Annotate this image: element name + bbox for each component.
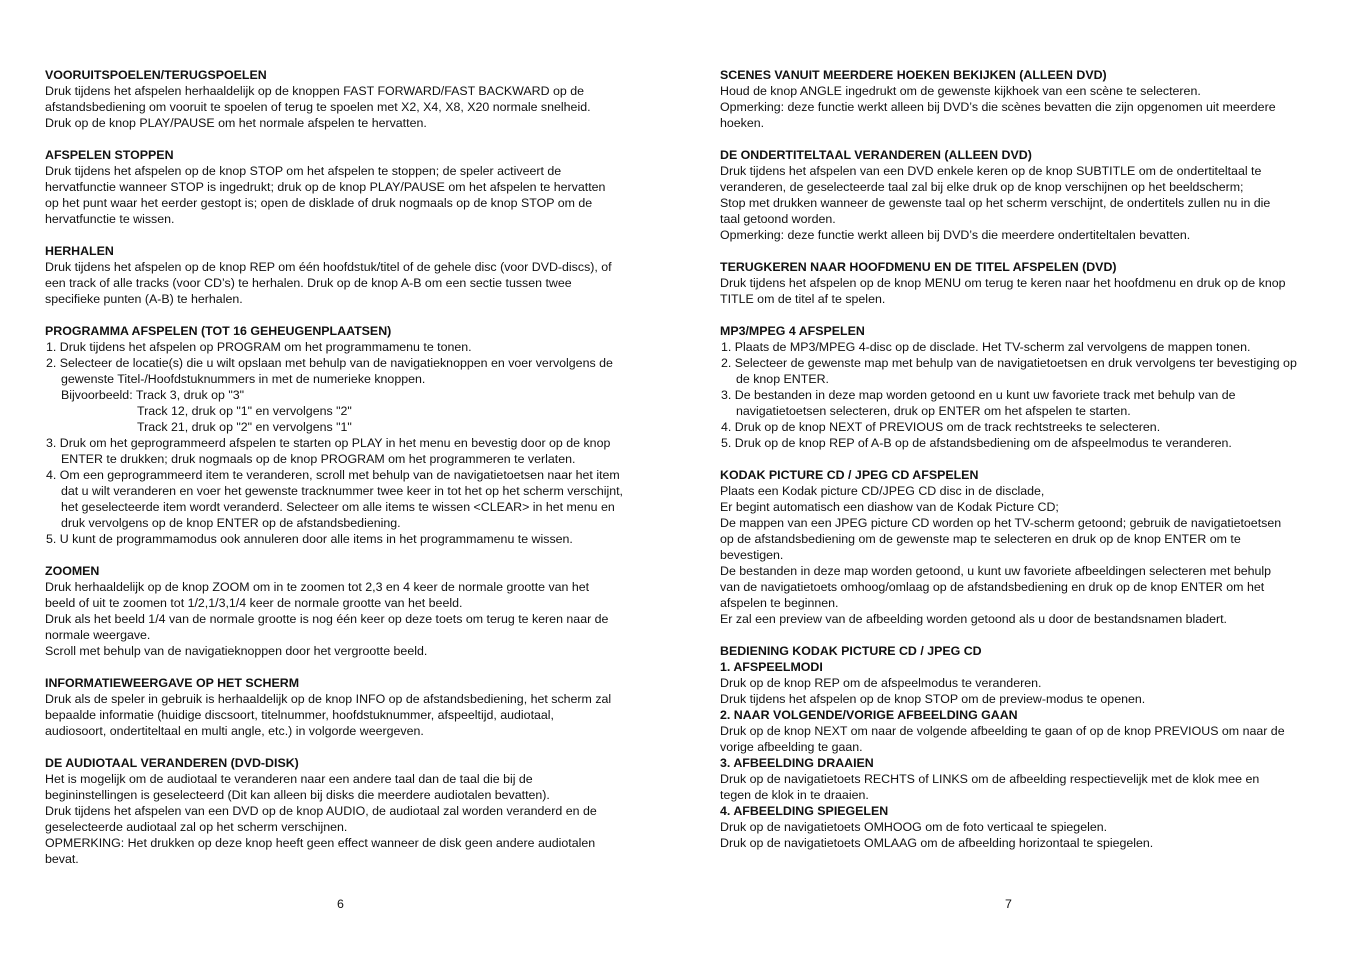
paragraph-line: op het punt waar het eerder gestopt is; open de disklade of druk nogmaals op de knop STOP om de [45,196,593,210]
paragraph-line: Druk op de navigatietoets OMLAAG om de afbeelding horizontaal te spiegelen. [720,836,1154,850]
paragraph-line: Houd de knop ANGLE ingedrukt om de gewenste kijkhoek van een scène te selecteren. [720,84,1201,98]
paragraph-line: hoeken. [720,116,765,130]
paragraph-line: specifieke punten (A-B) te herhalen. [45,292,243,306]
paragraph-line: De bestanden in deze map worden getoond, u kunt uw favoriete afbeeldingen selecteren met behulp [720,564,1272,578]
subsection-heading: 2. NAAR VOLGENDE/VORIGE AFBEELDING GAAN [720,708,1018,722]
section-heading: MP3/MPEG 4 AFSPELEN [720,324,865,338]
paragraph-line: Druk op de knop PLAY/PAUSE om het normale afspelen te hervatten. [45,116,427,130]
paragraph-line: Opmerking: deze functie werkt alleen bij DVD’s die meerdere ondertiteltalen bevatten. [720,228,1191,242]
section-fast-forward [45,67,640,131]
paragraph-line: hervatfunctie te wissen. [45,212,175,226]
list-item: 2. Selecteer de gewenste map met behulp van de navigatietoetsen en druk vervolgens ter bevestiging op de knop ENTER. [721,356,1301,386]
subsection-heading: 1. AFSPEELMODI [720,660,823,674]
section-heading: INFORMATIEWEERGAVE OP HET SCHERM [45,676,300,690]
paragraph-line: audiosoort, ondertiteltaal en multi angle, etc.) in volgorde weergeven. [45,724,424,738]
right-page [720,67,1310,867]
paragraph-line: hervatfunctie wanneer STOP is ingedrukt; druk op de knop PLAY/PAUSE om het afspelen te hervatten [45,180,606,194]
section-heading: BEDIENING KODAK PICTURE CD / JPEG CD [720,644,982,658]
list-item: 5. U kunt de programmamodus ook annuleren door alle items in het programmamenu te wissen. [46,532,573,546]
paragraph-line: Plaats een Kodak picture CD/JPEG CD disc in de disclade, [720,484,1045,498]
example-line: Bijvoorbeeld: Track 3, druk op "3" [61,388,245,402]
paragraph-line: van de navigatietoets omhoog/omlaag op de afstandsbediening en druk op de knop ENTER om het [720,580,1265,594]
paragraph-line: Druk op de knop REP om de afspeelmodus te veranderen. [720,676,1042,690]
paragraph-line: Druk tijdens het afspelen herhaaldelijk op de knoppen FAST FORWARD/FAST BACKWARD op de [45,84,585,98]
paragraph-line: Er zal een preview van de afbeelding worden getoond als u door de bestandsnamen bladert. [720,612,1227,626]
paragraph-line: Druk tijdens het afspelen op de knop STOP om het afspelen te stoppen; de speler activeert de [45,164,562,178]
paragraph-line: Er begint automatisch een diashow van de Kodak Picture CD; [720,500,1059,514]
paragraph-line: Druk op de navigatietoets RECHTS of LINKS om de afbeelding respectievelijk met de klok mee en [720,772,1260,786]
paragraph-line: Stop met drukken wanneer de gewenste taal op het scherm verschijnt, de ondertitels zullen nu in die [720,196,1271,210]
section-heading: ZOOMEN [45,564,100,578]
paragraph-line: geselecteerde audiotaal zal op het scherm verschijnen. [45,820,348,834]
paragraph-line: vorige afbeelding te gaan. [720,740,863,754]
paragraph-line: een track of alle tracks (voor CD’s) te herhalen. Druk op de knop A-B om een sectie tussen twee [45,276,572,290]
paragraph-line: Druk op de navigatietoets OMHOOG om de foto verticaal te spiegelen. [720,820,1108,834]
section-program [45,323,640,547]
paragraph-line: normale weergave. [45,628,151,642]
section-heading: KODAK PICTURE CD / JPEG CD AFSPELEN [720,468,979,482]
subsection-heading: 3. AFBEELDING DRAAIEN [720,756,874,770]
paragraph-line: Druk als de speler in gebruik is herhaaldelijk op de knop INFO op de afstandsbediening, het scherm zal [45,692,612,706]
paragraph-line: afspelen te beginnen. [720,596,839,610]
example-line: Track 21, druk op "2" en vervolgens "1" [137,420,352,434]
section-kodak-play [720,467,1310,627]
list-item: 3. De bestanden in deze map worden getoond en u kunt uw favoriete track met behulp van de navigatietoetsen selecteren, druk op ENTER om het afspelen te starten. [721,388,1239,418]
section-mp3-mpeg4 [720,323,1310,451]
section-subtitle-language [720,147,1310,243]
paragraph-line: Druk tijdens het afspelen op de knop MENU om terug te keren naar het hoofdmenu en druk op de knop [720,276,1286,290]
page-number: 7 [1005,897,1012,911]
example-line: Track 12, druk op "1" en vervolgens "2" [137,404,352,418]
paragraph-line: op de afstandsbediening om de gewenste map te selecteren en druk op de knop ENTER om te [720,532,1241,546]
section-kodak-controls [720,643,1310,851]
paragraph-line: Opmerking: deze functie werkt alleen bij DVD’s die scènes bevatten die zijn opgenomen uit meerdere [720,100,1276,114]
list-item: 4. Druk op de knop NEXT of PREVIOUS om de track rechtstreeks te selecteren. [721,420,1161,434]
section-heading: SCENES VANUIT MEERDERE HOEKEN BEKIJKEN (ALLEEN DVD) [720,68,1107,82]
paragraph-line: Het is mogelijk om de audiotaal te veranderen naar een andere taal dan de taal die bij de [45,772,533,786]
section-main-menu [720,259,1310,307]
list-item: 1. Druk tijdens het afspelen op PROGRAM om het programmamenu te tonen. [46,340,472,354]
page-number: 6 [337,897,344,911]
list-item: 5. Druk op de knop REP of A-B op de afstandsbediening om de afspeelmodus te veranderen. [721,436,1232,450]
paragraph-line: Druk tijdens het afspelen op de knop REP om één hoofdstuk/titel of de gehele disc (voor DVD-discs), of [45,260,612,274]
list-item: 1. Plaats de MP3/MPEG 4-disc op de disclade. Het TV-scherm zal vervolgens de mappen tonen. [721,340,1251,354]
paragraph-line: tegen de klok in te draaien. [720,788,869,802]
subsection-heading: 4. AFBEELDING SPIEGELEN [720,804,889,818]
paragraph-line: bepaalde informatie (huidige discsoort, titelnummer, hoofdstuknummer, afspeeltijd, audiotaal, [45,708,554,722]
paragraph-line: TITLE om de titel af te spelen. [720,292,886,306]
section-zoom [45,563,640,659]
section-heading: DE ONDERTITELTAAL VERANDEREN (ALLEEN DVD) [720,148,1032,162]
paragraph-line: Druk tijdens het afspelen van een DVD enkele keren op de knop SUBTITLE om de ondertiteltaal te [720,164,1262,178]
section-stop [45,147,640,227]
list-item: 2. Selecteer de locatie(s) die u wilt opslaan met behulp van de navigatieknoppen en voer vervolgens de gewenste Titel-/Hoofdstuknummers in met de numerieke knoppen. [46,356,617,386]
paragraph-line: Druk als het beeld 1/4 van de normale grootte is nog één keer op deze toets om terug te keren naar de [45,612,609,626]
section-angles [720,67,1310,131]
list-item: 3. Druk om het geprogrammeerd afspelen te starten op PLAY in het menu en bevestig door op de knop ENTER te drukken; druk nogmaals op de knop PROGRAM om het programmeren te verlaten. [46,436,614,466]
section-heading: AFSPELEN STOPPEN [45,148,174,162]
paragraph-line: Druk tijdens het afspelen op de knop STOP om de preview-modus te openen. [720,692,1146,706]
section-info-display [45,675,640,739]
section-repeat [45,243,640,307]
section-heading: DE AUDIOTAAL VERANDEREN (DVD-DISK) [45,756,299,770]
paragraph-line: Druk tijdens het afspelen van een DVD op de knop AUDIO, de audiotaal zal worden veranderd en de [45,804,597,818]
paragraph-line: veranderen, de geselecteerde taal zal bij elke druk op de knop verschijnen op het beeldscherm; [720,180,1244,194]
paragraph-line: Druk herhaaldelijk op de knop ZOOM om in te zoomen tot 2,3 en 4 keer de normale grootte van het [45,580,590,594]
paragraph-line: taal getoond worden. [720,212,836,226]
section-heading: TERUGKEREN NAAR HOOFDMENU EN DE TITEL AFSPELEN (DVD) [720,260,1117,274]
paragraph-line: bevestigen. [720,548,784,562]
paragraph-line: bevat. [45,852,79,866]
section-audio-language [45,755,640,867]
paragraph-line: OPMERKING: Het drukken op deze knop heeft geen effect wanneer de disk geen andere audiotalen [45,836,596,850]
paragraph-line: afstandsbediening om vooruit te spoelen of terug te spoelen met X2, X4, X8, X20 normale snelheid. [45,100,591,114]
paragraph-line: begininstellingen is geselecteerd (Dit kan alleen bij disks die meerdere audiotalen bevatten). [45,788,550,802]
left-page [45,67,640,883]
list-item: 4. Om een geprogrammeerd item te veranderen, scroll met behulp van de navigatietoetsen naar het item dat u wilt veranderen en voer het gewenste tracknummer twee keer in tot het op het scherm verschijnt, het geselecteerde item wordt veranderd. Selecteer om alle items te wissen <CLEAR> in het menu en druk vervolgens op de knop ENTER op de afstandsbediening. [46,468,627,530]
paragraph-line: Scroll met behulp van de navigatieknoppen door het vergrootte beeld. [45,644,428,658]
section-heading: PROGRAMMA AFSPELEN (TOT 16 GEHEUGENPLAATSEN) [45,324,392,338]
section-heading: VOORUITSPOELEN/TERUGSPOELEN [45,68,267,82]
paragraph-line: Druk op de knop NEXT om naar de volgende afbeelding te gaan of op de knop PREVIOUS om naar de [720,724,1285,738]
paragraph-line: De mappen van een JPEG picture CD worden op het TV-scherm getoond; gebruik de navigatietoetsen [720,516,1282,530]
section-heading: HERHALEN [45,244,114,258]
paragraph-line: beeld of uit te zoomen tot 1/2,1/3,1/4 keer de normale grootte van het beeld. [45,596,463,610]
